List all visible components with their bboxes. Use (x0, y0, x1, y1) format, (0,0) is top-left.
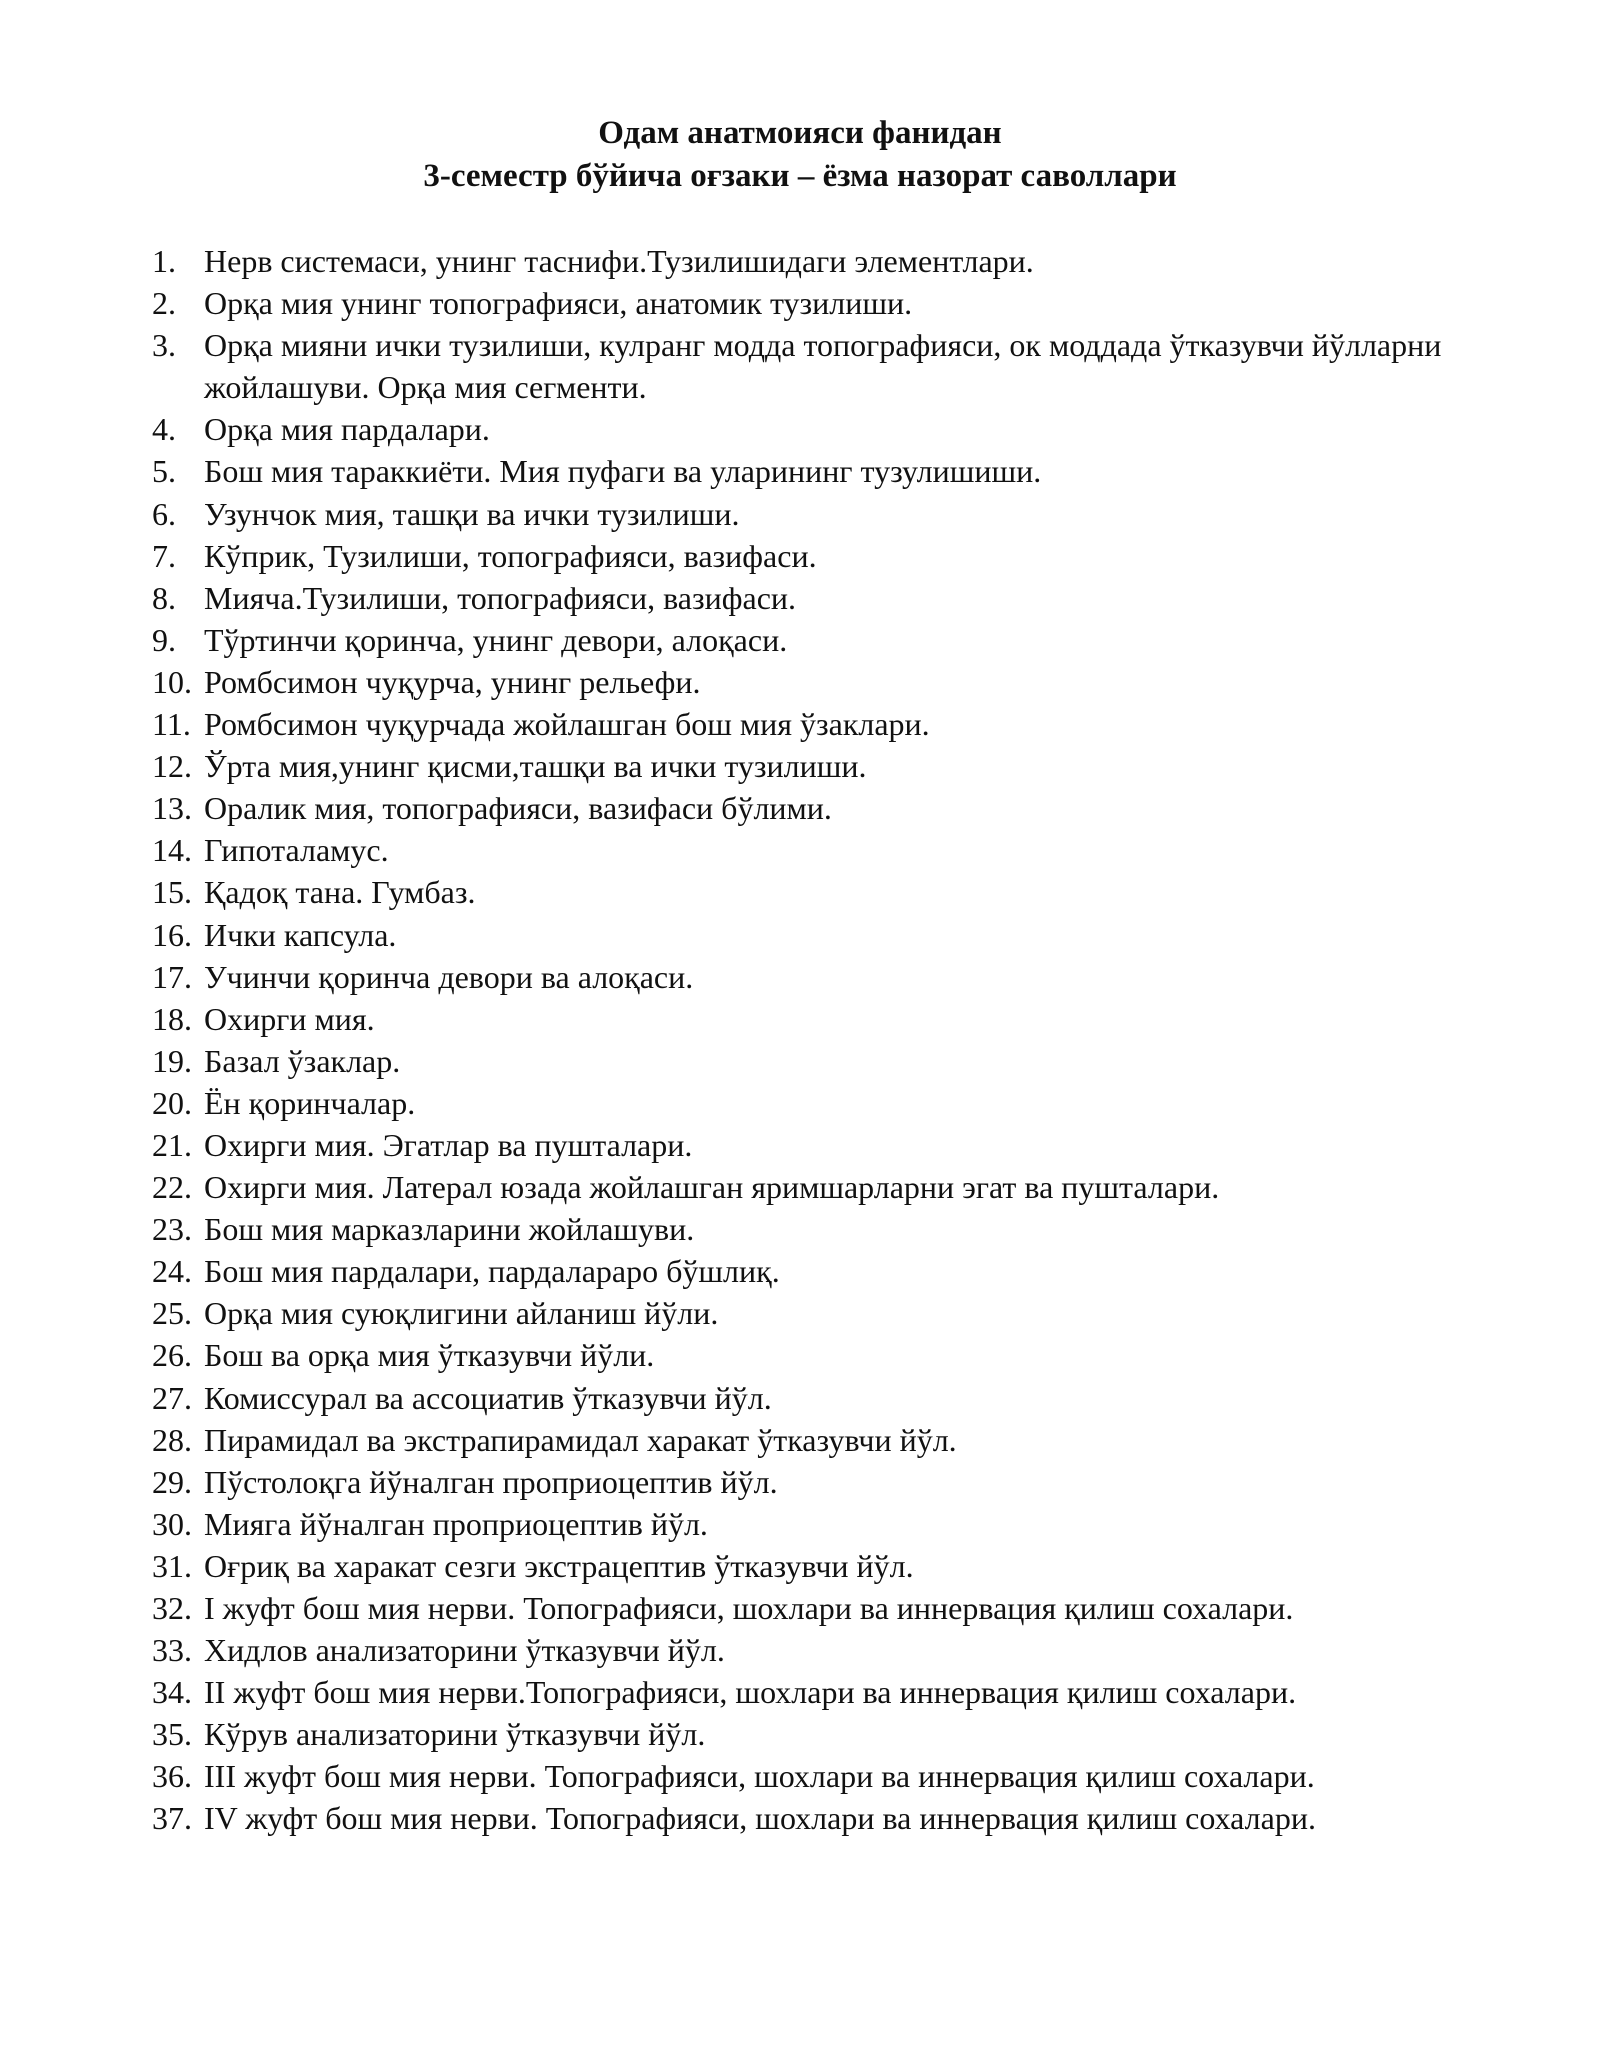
question-list (152, 240, 1450, 1840)
question-number: 15. (152, 874, 192, 911)
question-text: Базал ўзаклар. (204, 1042, 401, 1079)
question-number: 36. (152, 1758, 192, 1795)
document-title (0, 112, 1600, 198)
question-number: 29. (152, 1463, 192, 1500)
question-number: 37. (152, 1800, 192, 1837)
question-number: 4. (152, 411, 176, 448)
question-text: II жуфт бош мия нерви.Топографияси, шохлари ва иннервация қилиш сохалари. (204, 1674, 1297, 1711)
question-number: 25. (152, 1295, 192, 1332)
question-item (152, 787, 1450, 829)
question-text: Орқа мия пардалари. (204, 411, 490, 448)
question-text: Ички капсула. (204, 916, 397, 953)
question-number: 23. (152, 1211, 192, 1248)
question-number: 20. (152, 1084, 192, 1121)
question-text: Охирги мия. Эгатлар ва пушталари. (204, 1126, 693, 1163)
question-item (152, 1545, 1450, 1587)
question-number: 33. (152, 1632, 192, 1669)
question-number: 26. (152, 1337, 192, 1374)
question-text: Бош мия тараккиёти. Мия пуфаги ва уларининг тузулишиши. (204, 453, 1042, 490)
question-item (152, 703, 1450, 745)
question-text: Хидлов анализаторини ўтказувчи йўл. (204, 1632, 725, 1669)
question-number: 30. (152, 1505, 192, 1542)
question-text: Оғриқ ва харакат сезги экстрацептив ўтказувчи йўл. (204, 1547, 914, 1584)
question-number: 16. (152, 916, 192, 953)
question-number: 13. (152, 790, 192, 827)
question-number: 27. (152, 1379, 192, 1416)
question-number: 17. (152, 958, 192, 995)
question-item (152, 1671, 1450, 1713)
question-number: 35. (152, 1716, 192, 1753)
question-text: Ўрта мия,унинг қисми,ташқи ва ички тузилиши. (204, 748, 867, 785)
question-number: 7. (152, 537, 176, 574)
question-text: Ромбсимон чуқурчада жойлашган бош мия ўзаклари. (204, 706, 930, 743)
question-item (152, 450, 1450, 492)
question-number: 21. (152, 1126, 192, 1163)
question-item (152, 1797, 1450, 1839)
question-item (152, 745, 1450, 787)
question-text: Мияча.Тузилиши, топографияси, вазифаси. (204, 579, 797, 616)
question-item (152, 829, 1450, 871)
question-text: I жуфт бош мия нерви. Топографияси, шохлари ва иннервация қилиш сохалари. (204, 1590, 1294, 1626)
question-item (152, 1208, 1450, 1250)
question-number: 2. (152, 285, 176, 322)
question-text: III жуфт бош мия нерви. Топографияси, шохлари ва иннервация қилиш сохалари. (204, 1758, 1315, 1795)
question-item (152, 493, 1450, 535)
question-item (152, 1082, 1450, 1124)
question-item (152, 1250, 1450, 1292)
question-number: 8. (152, 579, 176, 616)
question-number: 10. (152, 663, 192, 700)
question-number: 24. (152, 1253, 192, 1290)
question-number: 19. (152, 1042, 192, 1079)
question-text: Бош ва орқа мия ўтказувчи йўли. (204, 1337, 655, 1374)
question-text: Орқа мия суюқлигини айланиш йўли. (204, 1295, 719, 1332)
question-number: 11. (152, 706, 191, 743)
question-item (152, 1461, 1450, 1503)
question-text: Учинчи қоринча девори ва алоқаси. (204, 958, 694, 995)
question-item (152, 1587, 1450, 1629)
question-item (152, 1124, 1450, 1166)
question-item (152, 1334, 1450, 1376)
question-text: IV жуфт бош мия нерви. Топографияси, шохлари ва иннервация қилиш сохалари. (204, 1800, 1316, 1837)
question-item (152, 577, 1450, 619)
question-number: 34. (152, 1674, 192, 1711)
question-item (152, 282, 1450, 324)
question-item (152, 535, 1450, 577)
title-line-1: Одам анатмоияси фанидан (598, 115, 1002, 151)
question-text: Мияга йўналган проприоцептив йўл. (204, 1505, 708, 1542)
question-text: Охирги мия. Латерал юзада жойлашган яримшарларни эгат ва пушталари. (204, 1169, 1220, 1206)
question-item (152, 1166, 1450, 1208)
question-text: Бош мия пардалари, пардалараро бўшлиқ. (204, 1253, 780, 1290)
question-text: Ромбсимон чуқурча, унинг рельефи. (204, 663, 701, 700)
question-number: 22. (152, 1169, 192, 1206)
question-text: Орқа мияни ички тузилиши, кулранг модда топографияси, ок моддада ўтказувчи йўлларни жойлашуви. Орқа мия сегменти. (204, 327, 1442, 406)
question-number: 31. (152, 1547, 192, 1584)
question-item (152, 240, 1450, 282)
question-item (152, 1292, 1450, 1334)
question-number: 28. (152, 1421, 192, 1458)
question-item (152, 1040, 1450, 1082)
question-text: Пирамидал ва экстрапирамидал харакат ўтказувчи йўл. (204, 1421, 957, 1458)
question-text: Комиссурал ва ассоциатив ўтказувчи йўл. (204, 1379, 772, 1416)
question-item (152, 661, 1450, 703)
question-text: Оралик мия, топографияси, вазифаси бўлими. (204, 790, 832, 827)
question-text: Нерв системаси, унинг таснифи.Тузилишидаги элементлари. (204, 243, 1034, 279)
question-number: 6. (152, 495, 176, 532)
question-item (152, 871, 1450, 913)
question-text: Қадоқ тана. Гумбаз. (204, 874, 476, 911)
question-number: 18. (152, 1000, 192, 1037)
question-text: Пўстолоқга йўналган проприоцептив йўл. (204, 1463, 778, 1500)
question-item (152, 1629, 1450, 1671)
question-item (152, 324, 1450, 408)
question-item (152, 1503, 1450, 1545)
question-item (152, 998, 1450, 1040)
question-number: 3. (152, 327, 176, 364)
question-number: 12. (152, 748, 192, 785)
question-number: 9. (152, 621, 176, 658)
question-text: Кўприк, Тузилиши, топографияси, вазифаси. (204, 537, 817, 574)
question-text: Бош мия марказларини жойлашуви. (204, 1211, 695, 1248)
question-item (152, 1713, 1450, 1755)
question-item (152, 914, 1450, 956)
question-number: 32. (152, 1590, 192, 1626)
question-text: Ён қоринчалар. (204, 1084, 416, 1121)
question-item (152, 1377, 1450, 1419)
question-text: Гипоталамус. (204, 832, 389, 869)
title-line-2: 3-семестр бўйича оғзаки – ёзма назорат саволлари (423, 158, 1177, 194)
question-item (152, 1419, 1450, 1461)
question-number: 5. (152, 453, 176, 490)
question-item (152, 408, 1450, 450)
question-item (152, 956, 1450, 998)
question-text: Тўртинчи қоринча, унинг девори, алоқаси. (204, 621, 788, 658)
question-text: Охирги мия. (204, 1000, 375, 1037)
question-item (152, 619, 1450, 661)
question-item (152, 1755, 1450, 1797)
question-number: 14. (152, 832, 192, 869)
question-number: 1. (152, 243, 176, 279)
question-text: Кўрув анализаторини ўтказувчи йўл. (204, 1716, 706, 1753)
question-text: Узунчок мия, ташқи ва ички тузилиши. (204, 495, 740, 532)
question-text: Орқа мия унинг топографияси, анатомик тузилиши. (204, 285, 913, 322)
